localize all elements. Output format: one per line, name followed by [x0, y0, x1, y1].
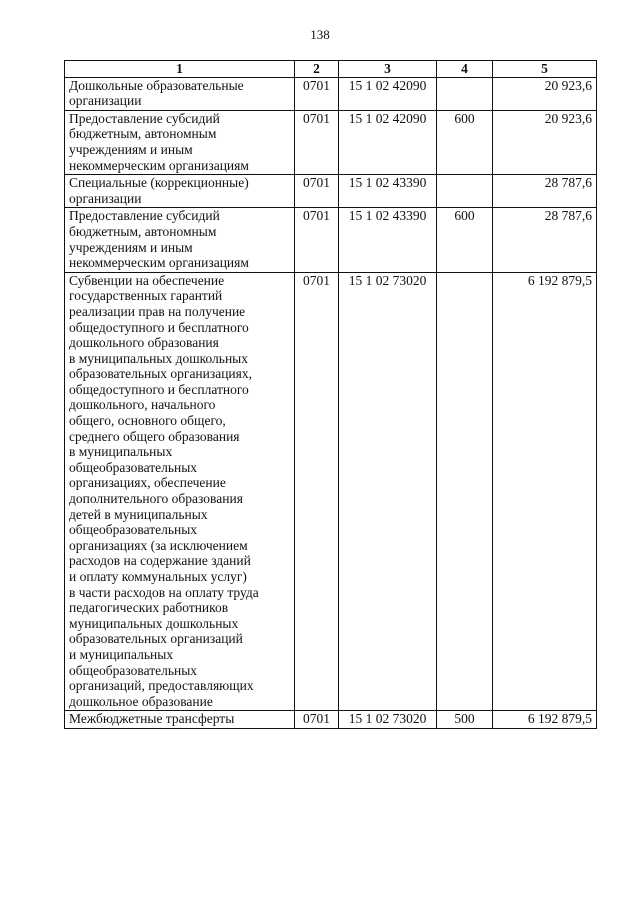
row-code: 15 1 02 43390: [339, 175, 437, 208]
row-code: 15 1 02 42090: [339, 77, 437, 110]
row-code: 15 1 02 42090: [339, 110, 437, 174]
row-amount: 6 192 879,5: [493, 272, 597, 711]
header-col-3: 3: [339, 61, 437, 78]
table-row: [65, 272, 597, 711]
row-amount: 28 787,6: [493, 175, 597, 208]
row-code: 15 1 02 43390: [339, 208, 437, 272]
row-section: 0701: [295, 272, 339, 711]
row-type: 600: [437, 208, 493, 272]
row-name: Субвенции на обеспечение государственных гарантий реализации прав на получение общедоступного и бесплатного дошкольного образования в муниципальных дошкольных образовательных организациях, общедоступного и бесплатного дошкольного, начального общего, основного общего, среднего общего образования в муниципальных общеобразовательных организациях, обеспечение дополнительного образования детей в муниципальных общеобразовательных организациях (за исключением расходов на содержание зданий и оплату коммунальных услуг) в части расходов на оплату труда педагогических работников муниципальных дошкольных образовательных организаций и муниципальных общеобразовательных организаций, предоставляющих дошкольное образование: [65, 272, 295, 711]
row-name: Межбюджетные трансферты: [65, 711, 295, 729]
table-row: [65, 175, 597, 208]
row-name: Предоставление субсидий бюджетным, автономным учреждениям и иным некоммерческим организациям: [65, 208, 295, 272]
row-code: 15 1 02 73020: [339, 272, 437, 711]
page-number: 138: [310, 27, 330, 42]
row-name: Предоставление субсидий бюджетным, автономным учреждениям и иным некоммерческим организациям: [65, 110, 295, 174]
table-row: [65, 208, 597, 272]
header-col-5: 5: [493, 61, 597, 78]
row-amount: 20 923,6: [493, 110, 597, 174]
row-name: Дошкольные образовательные организации: [65, 77, 295, 110]
header-col-2: 2: [295, 61, 339, 78]
table-row: [65, 77, 597, 110]
row-section: 0701: [295, 110, 339, 174]
row-type: 600: [437, 110, 493, 174]
row-name: Специальные (коррекционные) организации: [65, 175, 295, 208]
row-code: 15 1 02 73020: [339, 711, 437, 729]
table-row: [65, 110, 597, 174]
row-amount: 20 923,6: [493, 77, 597, 110]
budget-table: [64, 60, 597, 729]
row-type: 500: [437, 711, 493, 729]
header-col-1: 1: [65, 61, 295, 78]
row-type: [437, 77, 493, 110]
header-row: [65, 61, 597, 78]
row-section: 0701: [295, 711, 339, 729]
table-row: [65, 711, 597, 729]
header-col-4: 4: [437, 61, 493, 78]
row-section: 0701: [295, 77, 339, 110]
row-type: [437, 175, 493, 208]
row-amount: 28 787,6: [493, 208, 597, 272]
row-amount: 6 192 879,5: [493, 711, 597, 729]
row-section: 0701: [295, 175, 339, 208]
row-section: 0701: [295, 208, 339, 272]
row-type: [437, 272, 493, 711]
